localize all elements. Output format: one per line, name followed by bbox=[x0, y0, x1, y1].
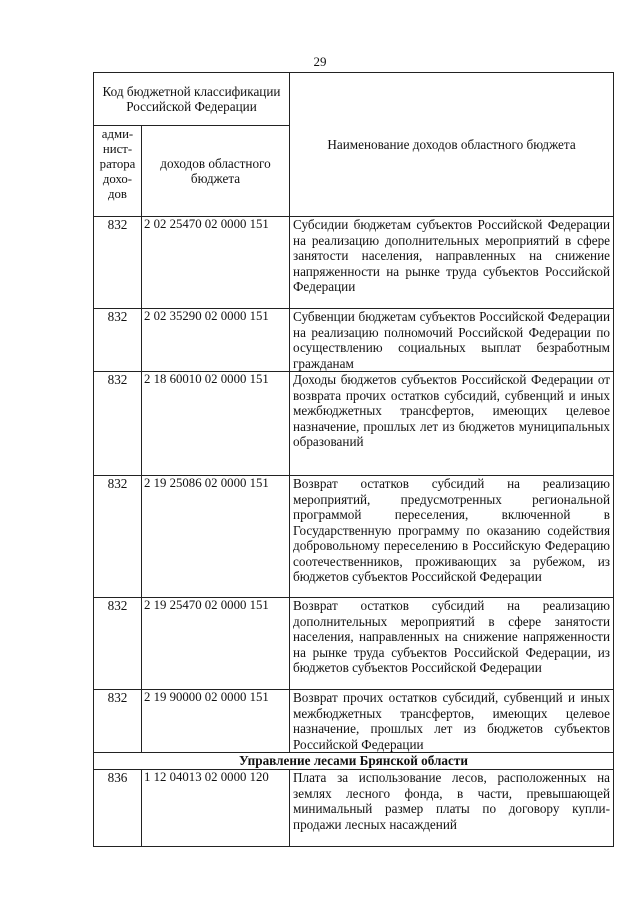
header-administrator: адми-нист-ратора дохо-дов bbox=[94, 126, 142, 217]
table-row bbox=[94, 372, 614, 476]
header-row-1 bbox=[94, 73, 614, 126]
admin-code-cell: 832 bbox=[94, 217, 142, 309]
income-code-cell: 2 02 25470 02 0000 151 bbox=[142, 217, 290, 309]
income-code-cell: 1 12 04013 02 0000 120 bbox=[142, 770, 290, 847]
admin-code-cell: 832 bbox=[94, 598, 142, 690]
section-row bbox=[94, 753, 614, 770]
income-name-cell: Субвенции бюджетам субъектов Российской Федерации на реализацию полномочий Российской Федерации по осуществлению социальных выплат безработным гражданам bbox=[290, 309, 614, 372]
admin-code-cell: 832 bbox=[94, 690, 142, 753]
table-row bbox=[94, 598, 614, 690]
income-code-cell: 2 19 25470 02 0000 151 bbox=[142, 598, 290, 690]
income-code-cell: 2 19 90000 02 0000 151 bbox=[142, 690, 290, 753]
admin-code-cell: 836 bbox=[94, 770, 142, 847]
admin-code-cell: 832 bbox=[94, 476, 142, 598]
income-name-cell: Возврат остатков субсидий на реализацию дополнительных мероприятий в сфере занятости населения, направленных на снижение напряженности на рынке труда субъектов Российской Федерации, из бюджетов субъектов Российской Федерации bbox=[290, 598, 614, 690]
admin-code-cell: 832 bbox=[94, 372, 142, 476]
table-row bbox=[94, 690, 614, 753]
income-name-cell: Возврат прочих остатков субсидий, субвенций и иных межбюджетных трансфертов, имеющих целевое назначение, прошлых лет из бюджетов субъектов Российской Федерации bbox=[290, 690, 614, 753]
income-name-cell: Субсидии бюджетам субъектов Российской Федерации на реализацию дополнительных мероприятий в сфере занятости населения, направленных на снижение напряженности на рынке труда субъектов Российской Федерации bbox=[290, 217, 614, 309]
table-row bbox=[94, 309, 614, 372]
section-title: Управление лесами Брянской области bbox=[94, 753, 614, 770]
page-number: 29 bbox=[313, 54, 327, 69]
income-name-cell: Возврат остатков субсидий на реализацию мероприятий, предусмотренных региональной программой переселения, включенной в Государственную программу по оказанию содействия добровольному переселению в Российскую Федерацию соотечественников, проживающих за рубежом, из бюджетов субъектов Российской Федерации bbox=[290, 476, 614, 598]
header-name: Наименование доходов областного бюджета bbox=[290, 73, 614, 217]
header-code-group: Код бюджетной классификации Российской Федерации bbox=[94, 73, 290, 126]
income-code-cell: 2 02 35290 02 0000 151 bbox=[142, 309, 290, 372]
admin-code-cell: 832 bbox=[94, 309, 142, 372]
income-code-cell: 2 18 60010 02 0000 151 bbox=[142, 372, 290, 476]
header-income: доходов областного бюджета bbox=[142, 126, 290, 217]
budget-classification-table bbox=[93, 72, 614, 847]
table-row bbox=[94, 770, 614, 847]
income-name-cell: Доходы бюджетов субъектов Российской Федерации от возврата прочих остатков субсидий, субвенций и иных межбюджетных трансфертов, имеющих целевое назначение, прошлых лет из бюджетов муниципальных образований bbox=[290, 372, 614, 476]
income-name-cell: Плата за использование лесов, расположенных на землях лесного фонда, в части, превышающей минимальный размер платы по договору купли-продажи лесных насаждений bbox=[290, 770, 614, 847]
income-code-cell: 2 19 25086 02 0000 151 bbox=[142, 476, 290, 598]
table-row bbox=[94, 476, 614, 598]
table-row bbox=[94, 217, 614, 309]
